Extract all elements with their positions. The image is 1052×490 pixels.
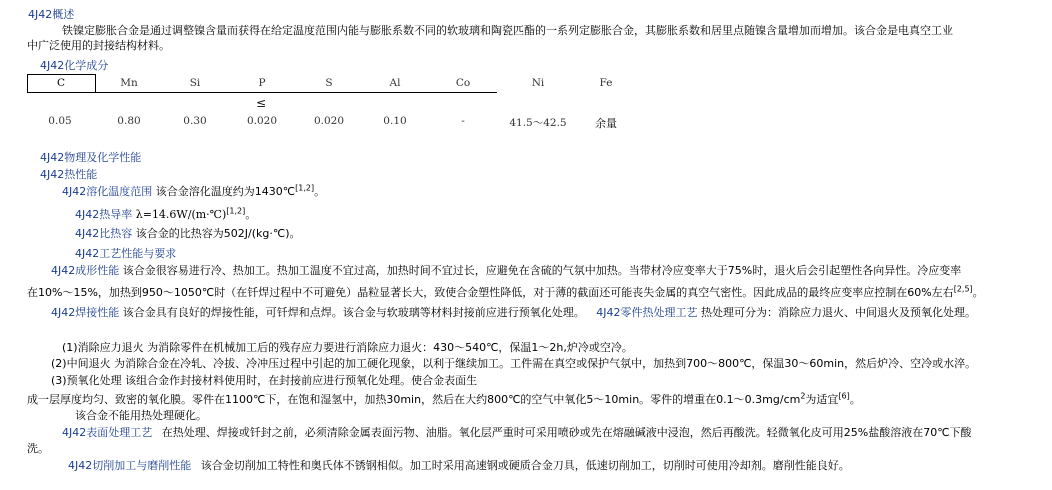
heat-item-3-cont [27,392,861,408]
composition-le-symbol: ≤ [255,96,267,110]
forming-line1 [51,263,961,279]
process-title: 4J42工艺性能与要求 [75,247,177,260]
composition-value-mn: 0.80 [117,115,141,127]
composition-value-p: 0.020 [246,115,278,127]
melting-ref: [1,2] [295,183,315,193]
heat-item-3: (3)预氧化处理 该组合金作封接材料使用时，在封接前应进行预氧化处理。使合金表面生 [51,374,478,387]
composition-value-fe: 余量 [595,117,617,130]
melting-end: 。 [314,185,326,198]
heat-item-1: (1)消除应力退火 为消除零件在机械加工后的残存应力要进行消除应力退火：430～540℃，保温1～2h,炉冷或空冷。 [62,341,633,354]
composition-header-ni: Ni [531,77,545,89]
composition-header-fe: Fe [599,77,613,89]
heat-treatment-label: 4J42零件热处理工艺 [596,306,698,319]
heat-treatment-text: 热处理可分为：消除应力退火、中间退火及预氧化处理。 [701,306,976,319]
heat-item-3-ref: [6] [838,391,850,401]
table-border-top [27,74,95,75]
forming-end: 。 [972,286,984,299]
forming-text-1: 该合金很容易进行冷、热加工。热加工温度不宜过高，加热时间不宜过长，应避免在含硫的气氛中加热。当带材冷应变率大于75%时，退火后会引起塑性各向异性。冷应变率 [122,264,962,277]
composition-header-co: Co [455,77,471,89]
surface-line1 [62,425,972,441]
melting-text: 该合金溶化温度约为1430℃ [155,185,296,198]
machining-label: 4J42切削加工与磨削性能 [68,459,192,472]
overview-paragraph-line1: 铁镍定膨胀合金是通过调整镍含量而获得在给定温度范围内能与膨胀系数不同的软玻璃和陶瓷匹酯的一系列定膨胀合金，其膨胀系数和居里点随镍含量增加而增加。该合金是电真空工业 [62,24,953,37]
table-border-bottom [27,92,497,93]
forming-text-2: 在10%～15%，加热到950～1050℃时（在钎焊过程中不可避免）晶粒显著长大，致使合金塑性降低，对于薄的截面还可能丧失金属的真空气密性。因此成品的最终应变率应控制在60%左右 [27,286,954,299]
heat-item-2: (2)中间退火 为消除合金在冷轧、冷拔、冷冲压过程中引起的加工硬化现象，以利于继续加工。工件需在真空或保护气氛中，加热到700～800℃，保温30～60min，然后炉冷、空冷或水淬。 [51,357,977,370]
specific-heat-line [75,226,300,242]
melting-label: 4J42溶化温度范围 [62,185,153,198]
no-harden-note: 该合金不能用热处理硬化。 [75,409,207,422]
composition-value-co: - [461,115,465,127]
overview-paragraph-line2: 中广泛使用的封接结构材料。 [27,39,170,52]
composition-header-c: C [56,77,66,89]
specific-heat-label: 4J42比热容 [75,227,133,240]
heat-item-3-sup: 2 [800,391,806,401]
machining-text: 该合金切削加工特性和奥氏体不锈钢相似。加工时采用高速钢或硬质合金刀具，低速切削加工，切削时可使用冷却剂。磨削性能良好。 [200,459,850,472]
conductivity-ref: [1,2] [226,206,246,216]
surface-line2: 洗。 [27,442,49,455]
welding-text: 该合金具有良好的焊接性能，可钎焊和点焊。该合金与软玻璃等材料封接前应进行预氧化处理。 [122,306,585,319]
conductivity-line [75,207,256,223]
melting-line [62,184,325,200]
forming-line2 [27,285,984,301]
composition-value-c: 0.05 [48,115,72,127]
composition-header-al: Al [389,77,401,89]
welding-label: 4J42焊接性能 [51,306,120,319]
thermal-title: 4J42热性能 [40,168,98,181]
composition-title: 4J42化学成分 [40,59,109,72]
forming-ref: [2,5] [953,284,973,294]
composition-value-al: 0.10 [383,115,407,127]
heat-item-3-tail: 为适宜 [805,393,839,406]
conductivity-end: 。 [245,208,257,221]
specific-heat-text: 该合金的比热容为502J/(kg·℃)。 [135,227,301,240]
welding-line [51,305,976,321]
conductivity-text: λ=14.6W/(m·℃) [135,208,227,221]
heat-item-3-cont-text: 成一层厚度均匀、致密的氧化膜。零件在1100℃下，在饱和湿氢中，加热30min，然后在大约800℃的空气中氧化5～10min。零件的增重在0.1～0.3mg/cm [27,393,801,406]
composition-value-si: 0.30 [183,115,207,127]
heat-item-3-end: 。 [849,393,861,406]
physchem-title: 4J42物理及化学性能 [40,151,142,164]
surface-text-1: 在热处理、焊接或钎封之前，必须清除金属表面污物、油脂。氧化层严重时可采用喷砂或先在熔融碱液中浸泡，然后再酸洗。轻微氧化皮可用25%盐酸溶液在70℃下酸 [161,426,972,439]
surface-label: 4J42表面处理工艺 [62,426,153,439]
composition-header-s: S [325,77,333,89]
composition-header-p: P [258,77,266,89]
composition-value-ni: 41.5～42.5 [509,117,567,129]
forming-label: 4J42成形性能 [51,264,120,277]
table-border-cell [95,74,96,92]
overview-title: 4J42概述 [28,8,75,21]
composition-header-si: Si [189,77,201,89]
machining-line [68,458,850,474]
conductivity-label: 4J42热导率 [75,208,133,221]
composition-header-mn: Mn [120,77,138,89]
composition-value-s: 0.020 [313,115,345,127]
